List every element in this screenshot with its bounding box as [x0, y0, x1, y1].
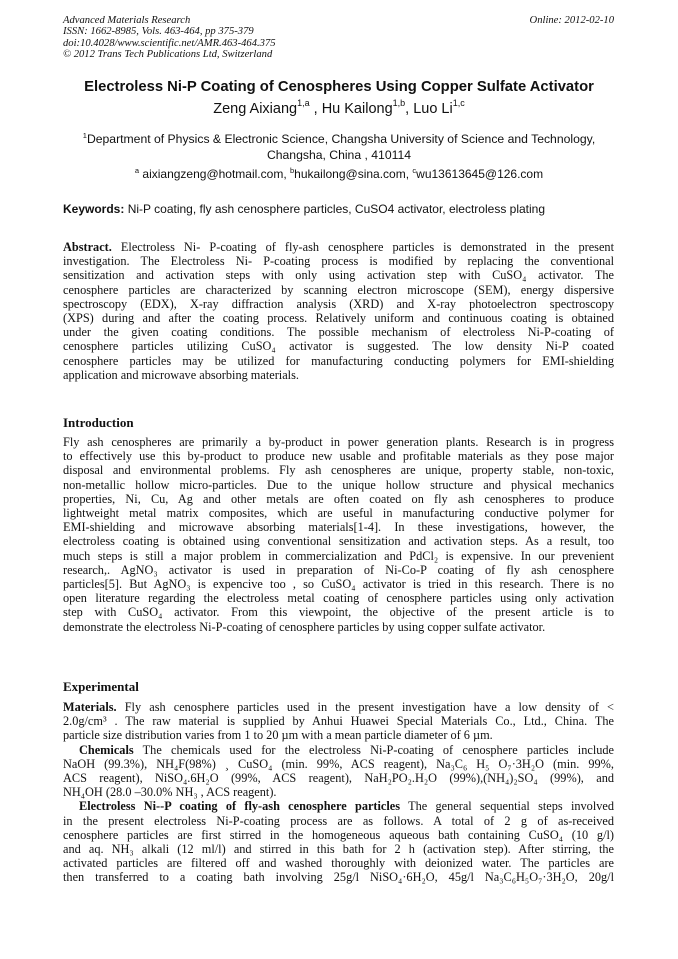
introduction-line: properties, Ni, Cu, Ag and other metals are often coated on fly ash cenospheres to produce	[63, 491, 614, 506]
introduction-paragraph	[63, 435, 614, 634]
introduction-line: research,. AgNO₃ activator is used in preparation of Ni-Co-P coating of fly ash cenosphere	[63, 562, 614, 577]
coating-line: in the present electroless Ni-P-coating process are as follows. A total of 2 g of as-received	[63, 813, 614, 828]
email-c-sup: c	[412, 166, 417, 175]
abstract-line: cenosphere particles may be utilized for manufacturing conducting polymers for EMI-shielding	[63, 353, 614, 368]
chemicals-label: Chemicals	[79, 742, 134, 757]
author-2-sup: 1,b	[392, 98, 406, 108]
materials-label: Materials.	[63, 700, 117, 714]
email-c: wu13613645@126.com	[416, 167, 544, 181]
coating-line: and aq. NH₃ alkali (12 ml/l) and stirred in this bath for 2 h (activation step). After stirring, the	[63, 842, 614, 857]
abstract-line: investigation. The Electroless Ni- P-coating process is modified by replacing the conventional	[63, 254, 614, 269]
introduction-line: electroless coating is obtained using conventional sensitization and activation steps. As a result, too	[63, 534, 614, 549]
affiliation-line-2: Changsha, China , 410114	[266, 147, 412, 162]
introduction-line: Fly ash cenospheres are primarily a by-product in power generation plants. Research is in progress	[63, 435, 614, 449]
abstract-line: under the given coating conditions. The possible mechanism of electroless Ni-P-coating of	[63, 325, 614, 340]
chemicals-line: The chemicals used for the electroless Ni-P-coating of cenosphere particles include	[133, 742, 614, 757]
author-1-sup: 1,a	[297, 98, 310, 108]
email-a-sup: a	[134, 166, 140, 175]
introduction-heading: Introduction	[63, 415, 134, 430]
abstract-label: Abstract.	[63, 240, 112, 254]
abstract-line: spectroscopy (EDX), X-ray diffraction analysis (XRD) and X-ray photoelectron spectroscopy	[63, 296, 614, 311]
materials-line: particle size distribution varies from 1 to 20 µm with a mean particle diameter of 6 µm.	[63, 728, 493, 743]
email-b: hukailong@sina.com,	[294, 167, 413, 181]
affiliation-line-1: Department of Physics & Electronic Science, Changsha University of Science and Technology,	[86, 132, 596, 146]
introduction-line: disposal and environmental problems. Fly ash cenospheres are unique, property stable, non-toxic,	[63, 463, 614, 478]
online-date: Online: 2012-02-10	[529, 15, 614, 26]
author-list	[40, 98, 638, 117]
abstract-line: Electroless Ni- P-coating of fly-ash cenosphere particles is demonstrated in the present	[111, 240, 614, 254]
introduction-line: step with CuSO₄ activator. From this viewpoint, the objective of the present article is to	[63, 605, 614, 620]
introduction-line: non-metallic hollow micro-particles. Due to the unique hollow structure and physical mechanics	[63, 477, 614, 492]
paper-title: Electroless Ni-P Coating of Cenospheres Using Copper Sulfate Activator	[84, 79, 594, 95]
abstract-line: (XPS) during and after the coating process. Relatively uniform and continuous coating is obtained	[63, 311, 614, 326]
coating-line: cenosphere particles are first stirred in the homogeneous aqueous bath containing CuSO₄ (10 g/l)	[63, 827, 614, 842]
chemicals-line: ACS reagent), NiSO₄.6H₂O (99%, ACS reagent), NaH₂PO₂.H₂O (99%),(NH₄)₂SO₄ (99%), and	[63, 771, 614, 786]
introduction-line: to effectively use this by-product to produce new usable and profitable materials as they pose major	[63, 449, 614, 464]
experimental-body	[63, 700, 614, 885]
author-3-sup: 1,c	[452, 98, 465, 108]
keywords-label: Keywords:	[63, 202, 125, 216]
materials-line: 2.0g/cm³ . The raw material is supplied by Anhui Huawei Special Materials Co., Ltd., China. The	[63, 714, 614, 729]
email-a: aixiangzeng@hotmail.com,	[139, 167, 290, 181]
doi-line: doi:10.4028/www.scientific.net/AMR.463-464.375	[63, 37, 276, 49]
introduction-line: open literature regarding the electroless metal coating of cenosphere particles using only activation	[63, 591, 614, 606]
materials-line: Fly ash cenosphere particles used in the present investigation have a low density of <	[116, 700, 614, 714]
coating-label: Electroless Ni--P coating of fly-ash cenosphere particles	[79, 799, 401, 814]
experimental-heading: Experimental	[63, 679, 139, 694]
email-b-sup: b	[289, 166, 295, 175]
introduction-line: EMI-shielding and microwave absorbing materials[1-4]. In these investigations, however, the	[63, 520, 614, 535]
introduction-line: lightweight metal matrix composites, which are useful in manufacturing conductive polymer for	[63, 506, 614, 521]
introduction-line: demonstrate the electroless Ni-P-coating of cenosphere particles by using copper sulfate activator.	[63, 619, 546, 634]
introduction-line: much steps is still a major problem in commercialization and PdCl₂ is expensive. In our prevenient	[63, 548, 614, 563]
affiliation-sup: 1	[82, 131, 87, 140]
abstract-paragraph	[63, 240, 614, 382]
author-1: Zeng Aixiang	[213, 101, 298, 117]
chemicals-line: NaOH (99.3%), NH₄F(98%) ¸ CuSO₄ (min. 99%, ACS reagent), Na₃C₆ H₅ O₇·3H₂O (min. 99%,	[63, 756, 614, 771]
abstract-line: cenosphere particles are characterized by scanning electron microscope (SEM), energy dispersive	[63, 282, 614, 297]
chemicals-line: NH₄OH (28.0 –30.0% NH₃ , ACS reagent).	[63, 785, 277, 800]
author-2: , Hu Kailong	[309, 101, 393, 117]
author-3: , Luo Li	[405, 101, 453, 117]
introduction-line: particles[5]. But AgNO₃ is expencive too , so CuSO₄ activator is tried in this research. There is no	[63, 577, 614, 592]
coating-line: activated particles are filtered off and washed thoroughly with deionized water. The particles are	[63, 856, 614, 871]
abstract-line: sensitization and activation steps with only using activation step with CuSO₄ activator. The	[63, 268, 614, 283]
coating-line: then transferred to a coating bath involving 25g/l NiSO₄·6H₂O, 45g/l Na₃C₆H₅O₇·3H₂O, 20g/l	[63, 870, 614, 885]
affiliation	[70, 132, 608, 163]
issn-line: ISSN: 1662-8985, Vols. 463-464, pp 375-379	[63, 26, 254, 38]
abstract-line: cenosphere particles utilizing CuSO₄ activator is suggested. The low density Ni-P coated	[63, 339, 614, 354]
coating-line: The general sequential steps involved	[400, 799, 615, 814]
journal-name: Advanced Materials Research	[63, 15, 191, 26]
keywords	[63, 202, 623, 216]
copyright-line: © 2012 Trans Tech Publications Ltd, Switzerland	[63, 49, 273, 61]
abstract-line: application and microwave absorbing materials.	[63, 367, 299, 382]
email-list	[40, 167, 638, 181]
keywords-text: Ni-P coating, fly ash cenosphere particles, CuSO4 activator, electroless plating	[124, 202, 546, 216]
journal-header	[63, 15, 483, 61]
